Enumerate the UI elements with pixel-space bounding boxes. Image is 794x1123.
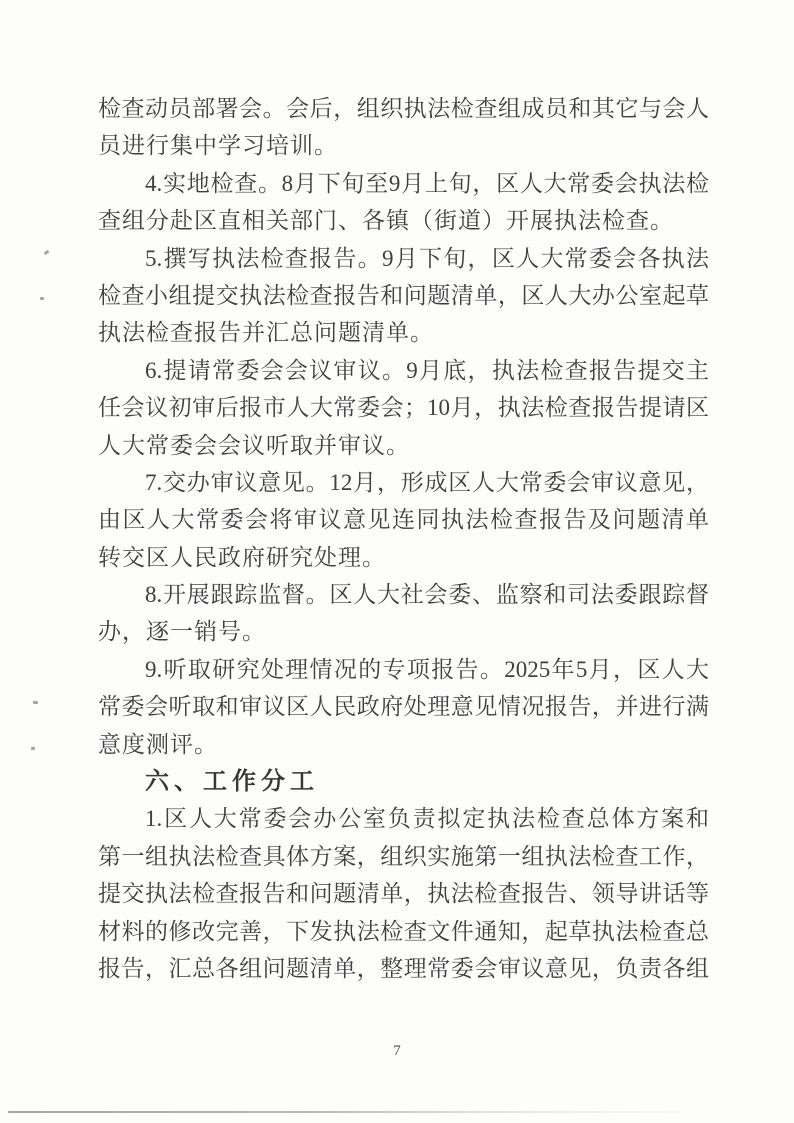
scan-artifact-speck <box>40 297 44 301</box>
text-line: 意度测评。 <box>98 731 218 757</box>
scan-artifact-speck <box>33 701 38 704</box>
text-line: 检查小组提交执法检查报告和问题清单，区人大办公室起草 <box>98 282 709 308</box>
text-line: 5.撰写执法检查报告。9月下旬，区人大常委会各执法 <box>145 245 709 271</box>
document-body <box>98 90 709 987</box>
text-line: 4.实地检查。8月下旬至9月上旬，区人大常委会执法检 <box>145 170 709 196</box>
text-line: 1.区人大常委会办公室负责拟定执法检查总体方案和 <box>145 806 709 832</box>
text-line: 任会议初审后报市人大常委会；10月，执法检查报告提请区 <box>98 395 709 421</box>
section-heading: 六、工作分工 <box>145 768 319 796</box>
scan-artifact-edge-line <box>8 1111 698 1113</box>
text-line: 8.开展跟踪监督。区人大社会委、监察和司法委跟踪督 <box>145 582 709 608</box>
scan-artifact-speck <box>44 250 50 255</box>
text-line: 由区人大常委会将审议意见连同执法检查报告及问题清单 <box>98 507 709 533</box>
text-line: 7.交办审议意见。12月，形成区人大常委会审议意见， <box>145 469 709 495</box>
text-line: 人大常委会会议听取并审议。 <box>98 432 410 458</box>
text-line: 材料的修改完善，下发执法检查文件通知，起草执法检查总 <box>98 918 709 944</box>
text-line: 执法检查报告并汇总问题清单。 <box>98 320 434 346</box>
text-line: 办，逐一销号。 <box>98 619 266 645</box>
text-line: 查组分赴区直相关部门、各镇（街道）开展执法检查。 <box>98 208 674 234</box>
text-line: 转交区人民政府研究处理。 <box>98 544 386 570</box>
scan-artifact-speck <box>31 747 35 750</box>
text-line: 员进行集中学习培训。 <box>98 133 338 159</box>
text-line: 常委会听取和审议区人民政府处理意见情况报告，并进行满 <box>98 694 709 720</box>
page-number: 7 <box>393 1043 401 1059</box>
text-line: 第一组执法检查具体方案，组织实施第一组执法检查工作， <box>98 843 709 869</box>
text-line: 报告，汇总各组问题清单，整理常委会审议意见，负责各组 <box>98 955 709 981</box>
text-line: 6.提请常委会会议审议。9月底，执法检查报告提交主 <box>145 357 709 383</box>
text-line: 检查动员部署会。会后，组织执法检查组成员和其它与会人 <box>98 96 709 121</box>
text-line: 9.听取研究处理情况的专项报告。2025年5月，区人大 <box>145 656 709 682</box>
text-line: 提交执法检查报告和问题清单，执法检查报告、领导讲话等 <box>98 881 709 907</box>
